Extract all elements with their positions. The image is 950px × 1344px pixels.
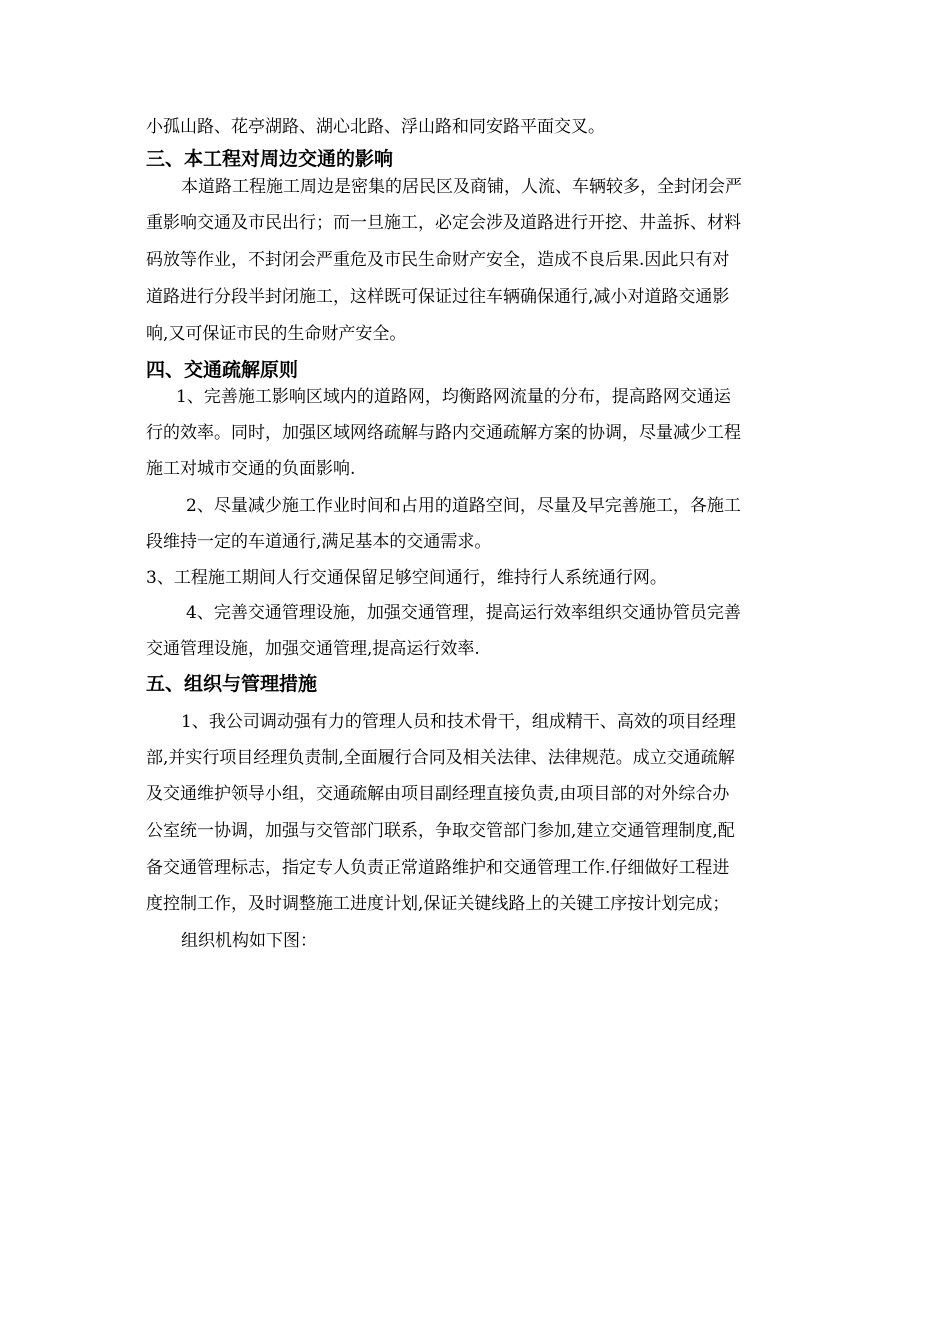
paragraph-line: 行的效率。同时，加强区域网络疏解与路内交通疏解方案的协调，尽量减少工程	[146, 423, 741, 443]
paragraph-line: 3、工程施工期间人行交通保留足够空间通行，维持行人系统通行网。	[146, 568, 667, 588]
section-4-heading: 四、交通疏解原则	[146, 359, 299, 381]
section-3-heading: 三、本工程对周边交通的影响	[146, 148, 394, 170]
paragraph-line: 及交通维护领导小组，交通疏解由项目副经理直接负责,由项目部的对外综合办	[146, 784, 730, 804]
paragraph-line: 公室统一协调，加强与交管部门联系，争取交管部门参加,建立交通管理制度,配	[146, 821, 735, 841]
paragraph-line: 部,并实行项目经理负责制,全面履行合同及相关法律、法律规范。成立交通疏解	[146, 748, 735, 768]
paragraph-line: 4、完善交通管理设施，加强交通管理，提高运行效率组织交通协管员完善	[186, 603, 741, 623]
paragraph-line: 1、完善施工影响区域内的道路网，均衡路网流量的分布，提高路网交通运	[176, 387, 731, 407]
paragraph-line: 本道路工程施工周边是密集的居民区及商铺，人流、车辆较多，全封闭会严	[181, 177, 742, 197]
paragraph-line: 段维持一定的车道通行,满足基本的交通需求。	[146, 532, 492, 552]
paragraph-line: 交通管理设施，加强交通管理,提高运行效率.	[146, 639, 480, 659]
intro-line: 小孤山路、花亭湖路、湖心北路、浮山路和同安路平面交叉。	[146, 117, 605, 137]
paragraph-line: 重影响交通及市民出行；而一旦施工，必定会涉及道路进行开挖、井盖拆、材料	[146, 213, 741, 233]
paragraph-line: 1、我公司调动强有力的管理人员和技术骨干，组成精干、高效的项目经理	[181, 712, 736, 732]
section-5-heading: 五、组织与管理措施	[146, 673, 318, 695]
paragraph-line: 响,又可保证市民的生命财产安全。	[146, 324, 407, 344]
paragraph-line: 码放等作业，不封闭会严重危及市民生命财产安全，造成不良后果.因此只有对	[146, 250, 730, 270]
paragraph-line: 备交通管理标志，指定专人负责正常道路维护和交通管理工作.仔细做好工程进	[146, 858, 730, 878]
paragraph-line: 道路进行分段半封闭施工，这样既可保证过往车辆确保通行,减小对道路交通影	[146, 287, 730, 307]
paragraph-line: 组织机构如下图：	[181, 931, 317, 951]
paragraph-line: 度控制工作，及时调整施工进度计划,保证关键线路上的关键工序按计划完成；	[146, 894, 730, 914]
paragraph-line: 2、尽量减少施工作业时间和占用的道路空间，尽量及早完善施工，各施工	[186, 496, 741, 516]
paragraph-line: 施工对城市交通的负面影响.	[146, 459, 356, 479]
